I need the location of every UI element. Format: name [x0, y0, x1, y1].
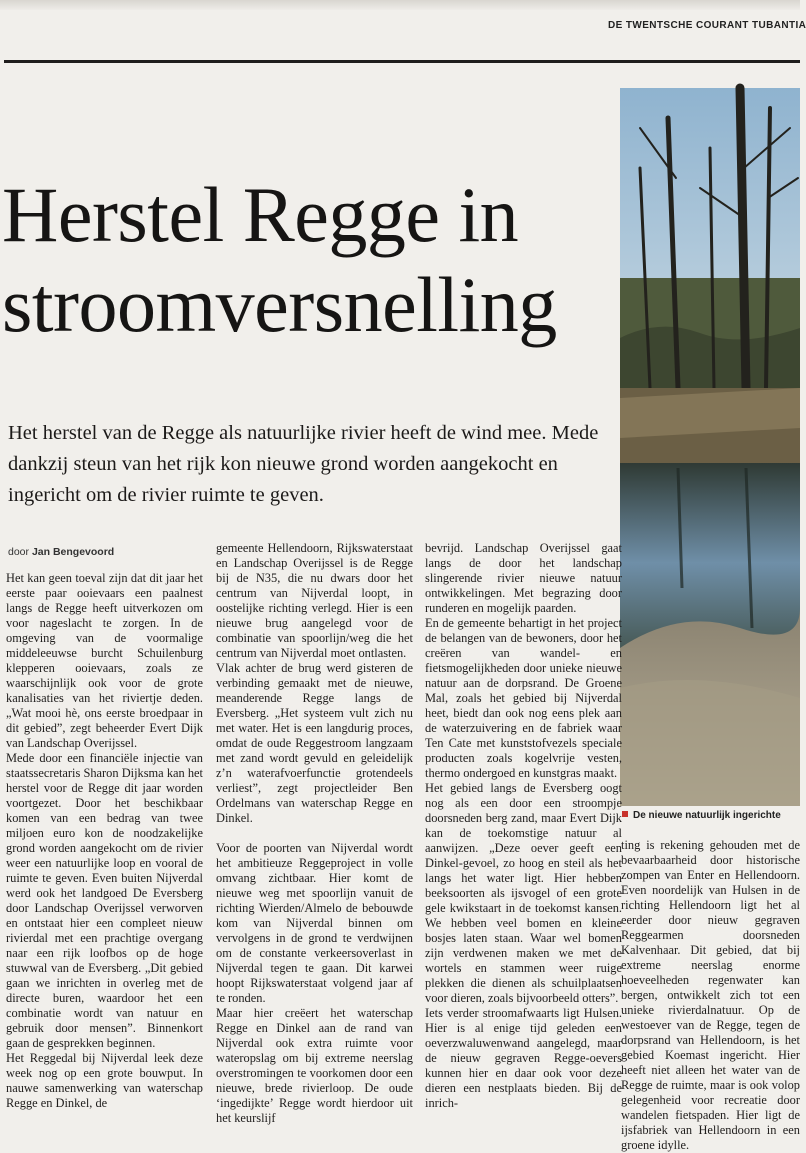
- caption-square-icon: [622, 811, 628, 817]
- masthead: [0, 0, 806, 62]
- column-1-paragraph-3: Het Reggedal bij Nijverdal leek deze week nog op een grote bouwput. In nauwe samenwerking van waterschap Regge en Dinkel, de: [6, 1051, 203, 1110]
- author-name: Jan Bengevoord: [31, 546, 115, 558]
- article-column-2: [216, 541, 413, 1136]
- column-1-paragraph-1: Het kan geen toeval zijn dat dit jaar het eerste paar ooievaars een paalnest langs de Regge heeft uitverkozen om voor nageslacht te zorgen. In de omgeving van de voormalige middeleeuwse burcht Schuilenburg klepperen ooievaars, zoals ze waarschijnlijk ook voor de grote kanalisaties van het riviertje deden. „Wat mooi hè, ons eerste broedpaar in dit gebied”, zegt beheerder Evert Dijk van Landschap Overijssel.: [6, 571, 203, 750]
- column-4-paragraph-1: ting is rekening gehouden met de bevaarbaarheid door historische zompen van Enter en Hellendoorn. Even noordelijk van Hulsen in de richting Hellendoorn ligt het al eerder door nieuw gegraven Reggearmen doorsneden Kalvenhaar. Dit gebied, dat bij extreme neerslag enorme hoeveelheden regenwater kan bergen, ontwikkelt zich tot een unieke rivierdalnatuur. Op de westoever van de Regge, tegen de dorpsrand van Hellendoorn, is het gebied Koemast ingericht. Hier heeft niet alleen het water van de Regge de ruimte, maar is ook volop gelegenheid voor recreatie door wandelen fietspaden. Hier ligt de ijsfabriek van Hellendoorn in een groene idylle.: [621, 838, 800, 1152]
- column-2-paragraph-2: Vlak achter de brug werd gisteren de verbinding gemaakt met de nieuwe, meanderende Regge langs de Eversberg. „Het systeem vult zich nu met water. Het is een langdurig proces, omdat de oude Reggestroom langzaam met zand wordt gevuld en geleidelijk z’n waterafvoerfunctie grotendeels verliest”, zegt projectleider Ben Ordelmans van waterschap Regge en Dinkel.: [216, 661, 413, 825]
- masthead-rule: [4, 60, 800, 63]
- photo-caption-text: De nieuwe natuurlijk ingerichte: [633, 810, 781, 821]
- headline-line-2: stroomversnelling: [2, 261, 557, 348]
- intro-paragraph: Het herstel van de Regge als natuurlijke rivier heeft de wind mee. Mede dankzij steun van het rijk kon nieuwe grond worden aangekocht en ingericht om de rivier ruimte te geven.: [8, 422, 599, 506]
- paper-name: DE TWENTSCHE COURANT TUBANTIA: [608, 20, 806, 31]
- article-column-3: [425, 541, 622, 1136]
- riverbank-photo-illustration: [620, 88, 800, 806]
- headline: [2, 170, 617, 350]
- article-column-4: [621, 838, 800, 1152]
- column-2-paragraph-4: Maar hier creëert het waterschap Regge en Dinkel aan de rand van Nijverdal ook extra ruimte voor wateropslag om bij extreme neerslag overstromingen te voorkomen door een nieuwe, brede rivierloop. De oude ‘ingedijkte’ Regge wordt hierdoor uit het keurslijf: [216, 1006, 413, 1125]
- column-3-paragraph-3: Het gebied langs de Eversberg oogt nog als een door een stroompje doorsneden berg zand, maar Evert Dijk kan de toekomstige natuur al aanwijzen. „Deze oever geeft een Dinkel-gevoel, zo hoog en steil als het langs het water ligt. Hier hebben beeksoorten als ijsvogel of een grote gele kwikstaart in de toekomst kansen. We hebben veel bomen en kleine bosjes laten staan. Waar wel bomen zijn verdwenen maken we met de wortels en stammen weer ruige plekken die dienen als schuilplaatsen voor dieren, zoals bijvoorbeeld otters”.: [425, 781, 622, 1005]
- column-1-paragraph-2: Mede door een financiële injectie van staatssecretaris Sharon Dijksma kan het herstel voor de Regge dit jaar worden voortgezet. Door het beschikbaar komen van een bedrag van twee miljoen euro kon de noodzakelijke grond worden aangekocht om de rivier weer een natuurlijke loop en vooral de ruimte te geven. Even buiten Nijverdal werd ook het landgoed De Eversberg door Landschap Overijssel verworven en ontstaat hier een compleet nieuw rivierdal met een prachtige overgang naar een rijk loofbos op de hoge stuwwal van de Eversberg. „Dit gebied gaan we inrichten in overleg met de directe buren, waardoor het een combinatie wordt van natuur en gebruik door mensen”. Binnenkort gaan de gesprekken beginnen.: [6, 751, 203, 1050]
- photo-caption: [622, 810, 800, 821]
- byline: [8, 546, 208, 558]
- column-3-paragraph-4: Iets verder stroomafwaarts ligt Hulsen. Hier is al enige tijd geleden een oeverzwaluwenwand aangelegd, maar de nieuw gegraven Regge-oevers kunnen hier en daar ook voor deze dieren een nestplaats bieden. Bij de inrich-: [425, 1006, 622, 1110]
- column-2-paragraph-3: Voor de poorten van Nijverdal wordt het ambitieuze Reggeproject in volle omvang zichtbaar. Hier komt de nieuwe weg met spoorlijn vanuit de richting Wierden/Almelo de bebouwde kom van Nijverdal binnen om vervolgens in de grond te verdwijnen om de constante verkeersoverlast in Nijverdal tegen te gaan. Dit karwei hoopt Rijkswaterstaat volgend jaar af te ronden.: [216, 841, 413, 1005]
- column-2-paragraph-1: gemeente Hellendoorn, Rijkswaterstaat en Landschap Overijssel is de Regge bij de N35, die nu dwars door het centrum van Nijverdal loopt, in oostelijke richting verlegd. Hier is een nieuwe brug aangelegd voor de combinatie van spoorlijn/weg die het centrum van Nijverdal moet ontlasten.: [216, 541, 413, 660]
- article-column-1: [6, 571, 203, 1136]
- column-3-paragraph-1: bevrijd. Landschap Overijssel gaat langs de door het landschap slingerende rivier nieuwe natuur ontwikkelingen. Met begrazing door runderen en mogelijk paarden.: [425, 541, 622, 615]
- column-3-paragraph-2: En de gemeente behartigt in het project de belangen van de bewoners, door het creëren van wandel- en fietsmogelijkheden door unieke nieuwe natuur aan de dorpsrand. De Groene Mal, zoals het gebied bij Nijverdal heet, biedt dan ook nog eens plek aan de waterzuivering en de fabriek waar Ten Cate met kunststofvezels speciale producten zoals kogelvrije vesten, thermo ondergoed en kunstgras maakt.: [425, 616, 622, 780]
- masthead-strip: [0, 0, 800, 10]
- headline-line-1: Herstel Regge in: [2, 171, 519, 258]
- byline-prefix: door: [8, 546, 30, 558]
- article-photo: [620, 88, 800, 806]
